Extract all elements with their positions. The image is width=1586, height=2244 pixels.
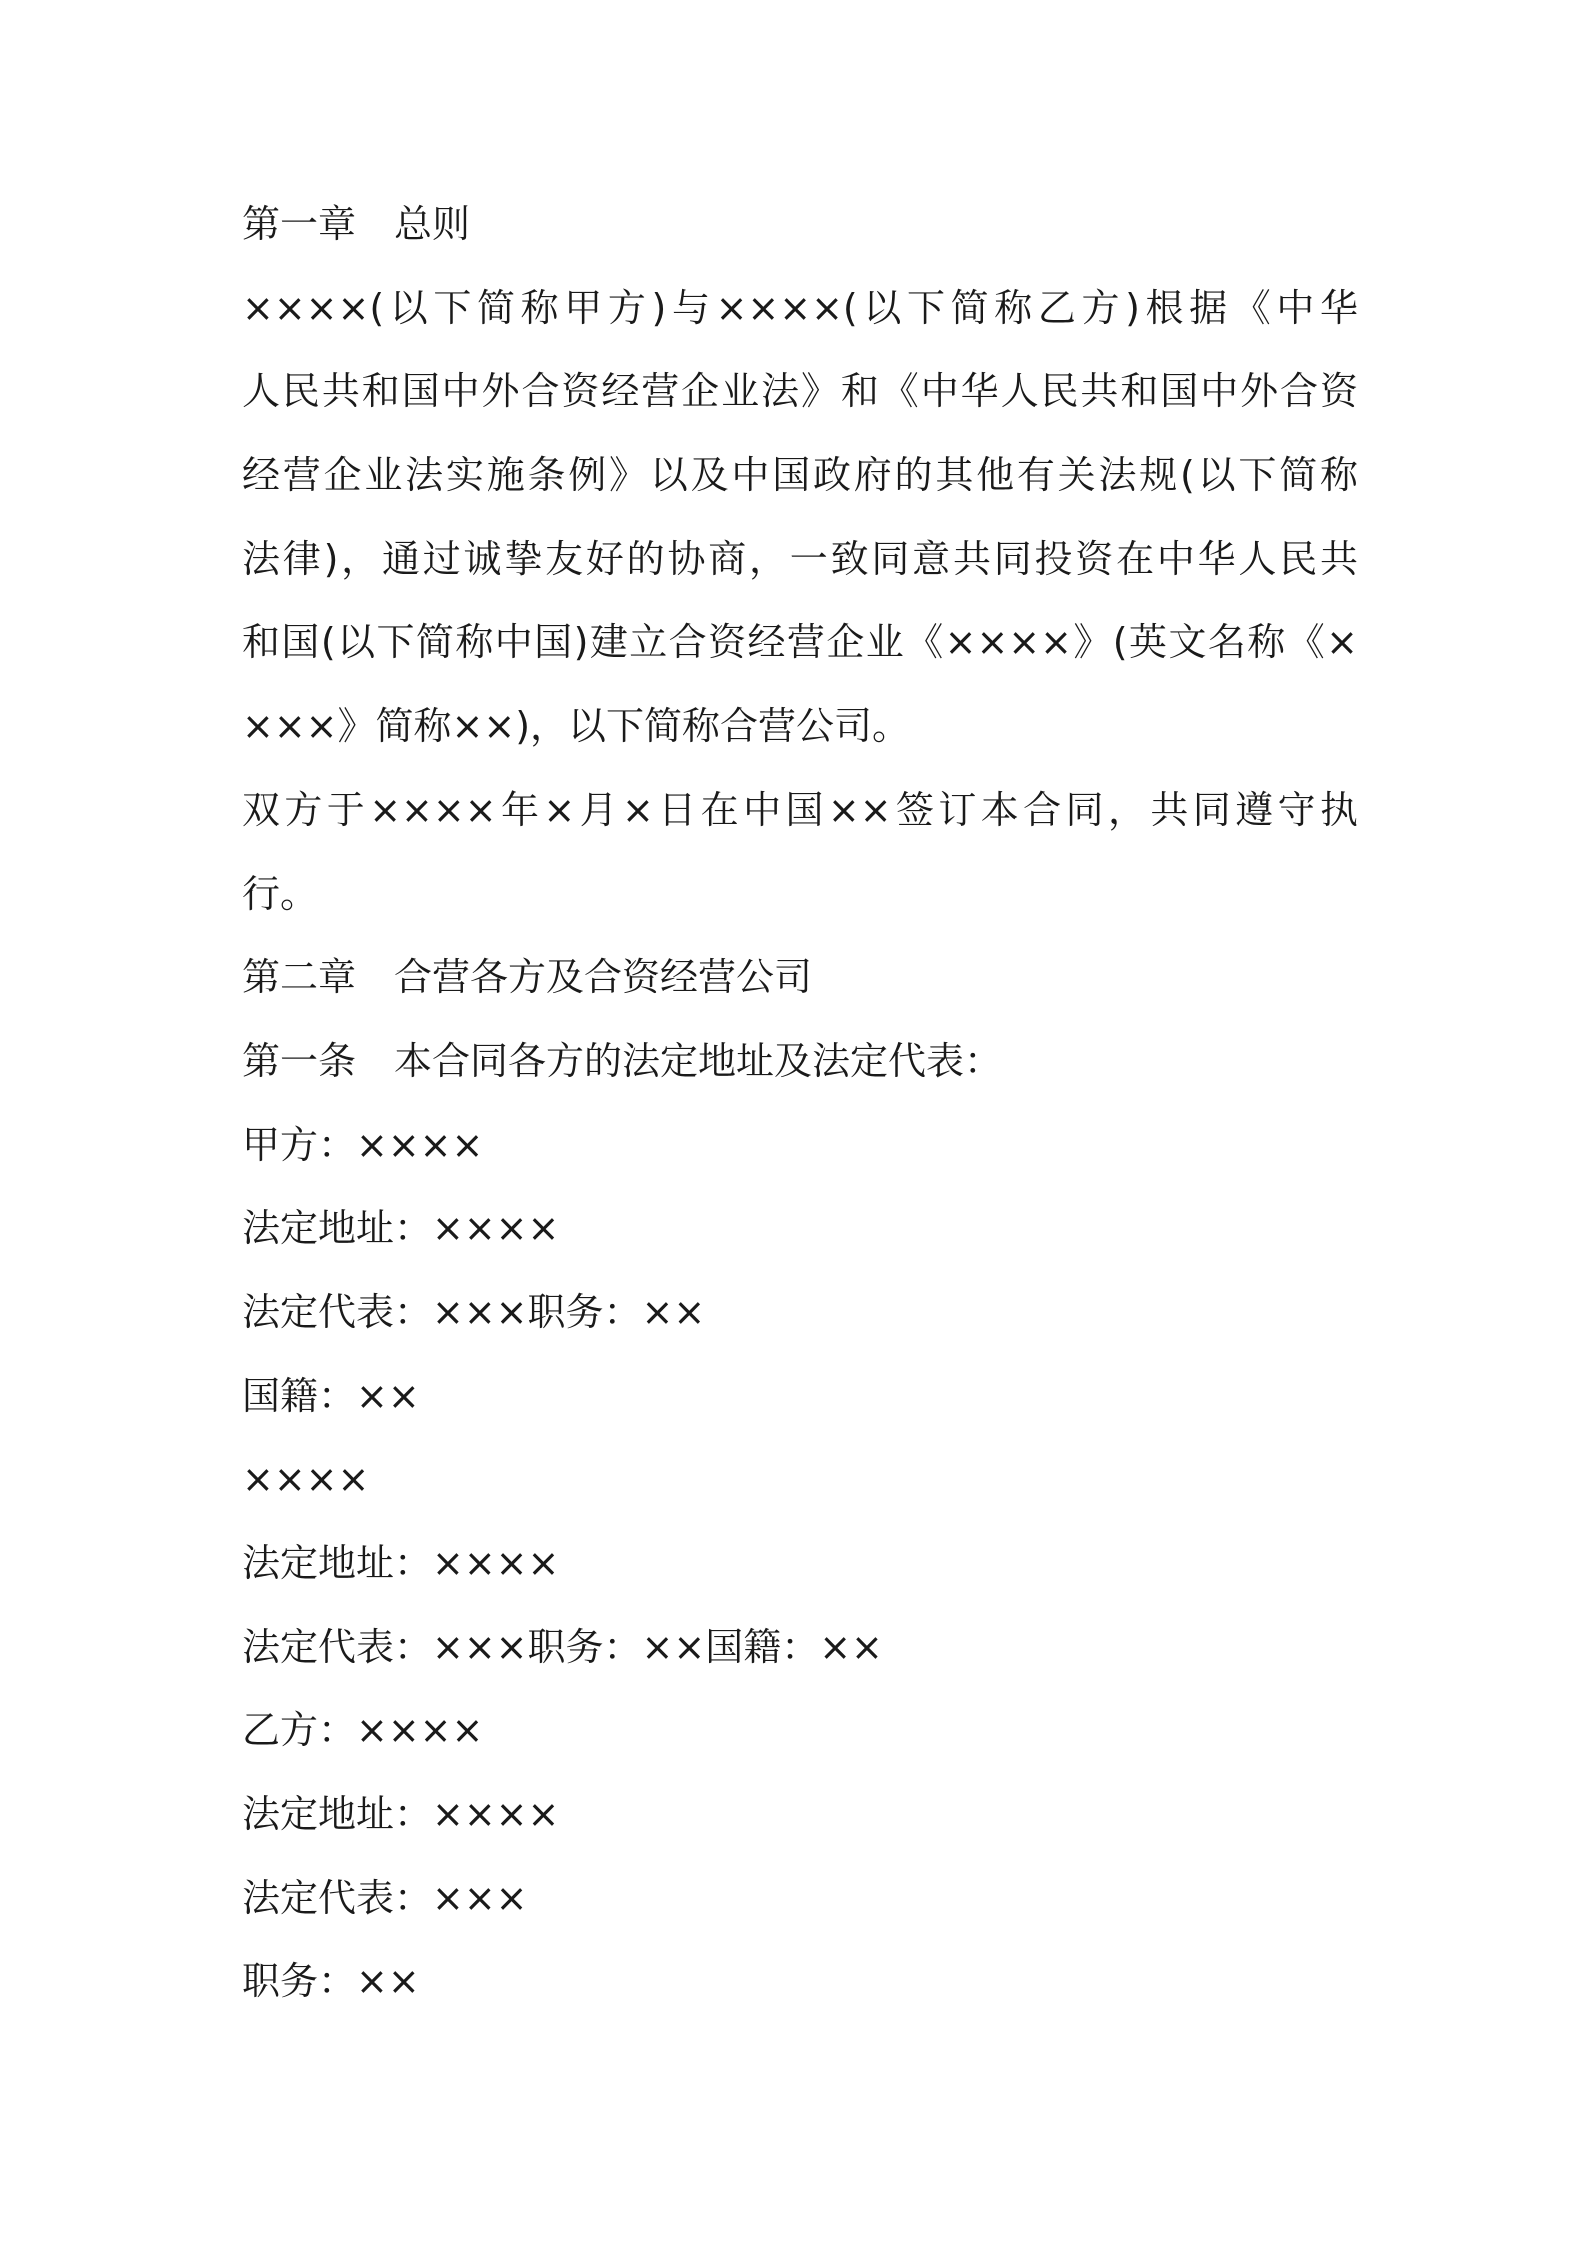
party-x-address: 法定地址：×××× <box>242 1541 560 1585</box>
chapter-2-heading: 第二章 合营各方及合资经营公司 <box>242 955 813 1000</box>
intro-line-5: 和国(以下简称中国)建立合资经营企业《××××》(英文名称《× <box>242 620 1358 665</box>
intro-line-6: ×××》简称××)，以下简称合营公司。 <box>242 704 911 749</box>
signing-line-2: 行。 <box>242 871 319 916</box>
intro-line-4: 法律)，通过诚挚友好的协商，一致同意共同投资在中华人民共 <box>242 536 1358 581</box>
chapter-1-heading: 第一章 总则 <box>242 202 471 246</box>
party-x-representative: 法定代表：×××职务：××国籍：×× <box>242 1624 883 1669</box>
party-x-name: ×××× <box>242 1457 370 1502</box>
article-1-heading: 第一条 本合同各方的法定地址及法定代表： <box>242 1038 1003 1083</box>
party-a-nationality: 国籍：×× <box>242 1373 420 1418</box>
intro-line-1: ××××(以下简称甲方)与××××(以下简称乙方)根据《中华 <box>242 285 1358 330</box>
intro-line-2: 人民共和国中外合资经营企业法》和《中华人民共和国中外合资 <box>242 369 1358 414</box>
party-a-representative: 法定代表：×××职务：×× <box>242 1289 706 1334</box>
party-b-title: 职务：×× <box>242 1959 420 2004</box>
party-b-address: 法定地址：×××× <box>242 1792 560 1837</box>
signing-line-1: 双方于××××年×月×日在中国××签订本合同，共同遵守执 <box>242 787 1358 832</box>
document-body <box>242 183 1358 2024</box>
party-b-name: 乙方：×××× <box>242 1708 484 1753</box>
party-a-name: 甲方：×××× <box>242 1122 484 1167</box>
intro-line-3: 经营企业法实施条例》以及中国政府的其他有关法规(以下简称 <box>242 453 1358 498</box>
party-b-representative: 法定代表：××× <box>242 1875 528 1920</box>
party-a-address: 法定地址：×××× <box>242 1206 560 1251</box>
